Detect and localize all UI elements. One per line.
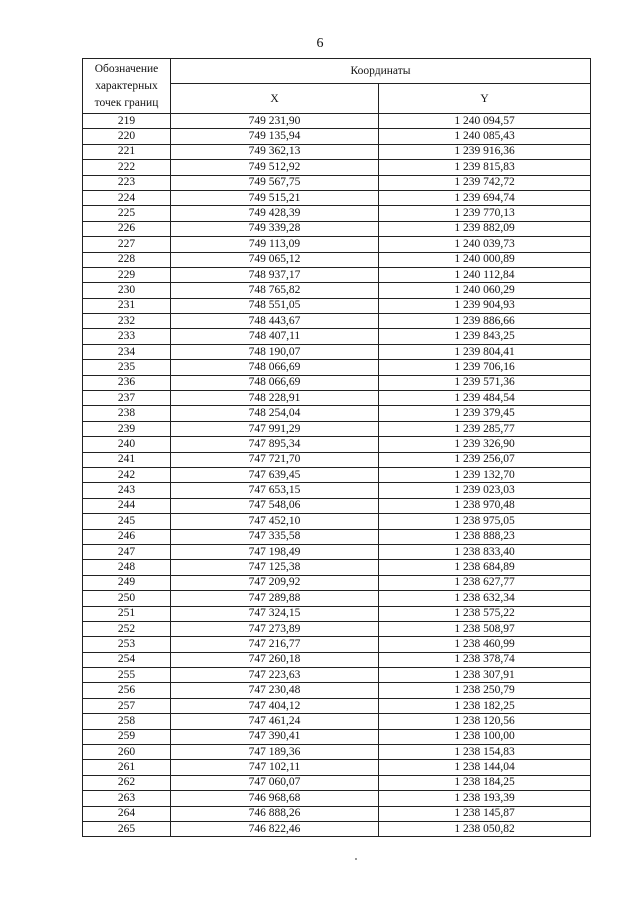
y-coordinate-cell: 1 238 833,40 (379, 544, 591, 559)
table-body (83, 114, 591, 837)
table-row (83, 760, 591, 775)
point-id-cell: 219 (83, 114, 171, 129)
table-row (83, 498, 591, 513)
table-row (83, 821, 591, 836)
table-row (83, 267, 591, 282)
y-coordinate-cell: 1 239 886,66 (379, 314, 591, 329)
table-row (83, 206, 591, 221)
table-row (83, 314, 591, 329)
y-coordinate-cell: 1 238 250,79 (379, 683, 591, 698)
y-coordinate-cell: 1 238 575,22 (379, 606, 591, 621)
x-coordinate-cell: 748 066,69 (171, 360, 379, 375)
y-coordinate-cell: 1 239 706,16 (379, 360, 591, 375)
x-coordinate-cell: 747 223,63 (171, 668, 379, 683)
y-coordinate-cell: 1 238 120,56 (379, 714, 591, 729)
point-id-cell: 244 (83, 498, 171, 513)
y-coordinate-cell: 1 239 904,93 (379, 298, 591, 313)
table-row (83, 714, 591, 729)
point-id-cell: 230 (83, 283, 171, 298)
y-coordinate-cell: 1 239 571,36 (379, 375, 591, 390)
point-id-cell: 248 (83, 560, 171, 575)
table-row (83, 529, 591, 544)
point-id-cell: 227 (83, 237, 171, 252)
y-coordinate-cell: 1 239 694,74 (379, 190, 591, 205)
y-coordinate-cell: 1 238 184,25 (379, 775, 591, 790)
x-coordinate-cell: 747 189,36 (171, 745, 379, 760)
point-id-cell: 265 (83, 821, 171, 836)
x-coordinate-cell: 749 065,12 (171, 252, 379, 267)
y-coordinate-cell: 1 239 256,07 (379, 452, 591, 467)
point-id-cell: 262 (83, 775, 171, 790)
table-row (83, 421, 591, 436)
table-row (83, 467, 591, 482)
table-row (83, 637, 591, 652)
y-coordinate-cell: 1 240 000,89 (379, 252, 591, 267)
table-row (83, 745, 591, 760)
point-id-cell: 240 (83, 437, 171, 452)
table-row (83, 729, 591, 744)
x-coordinate-cell: 749 113,09 (171, 237, 379, 252)
x-coordinate-cell: 748 190,07 (171, 344, 379, 359)
table-row (83, 791, 591, 806)
point-id-cell: 256 (83, 683, 171, 698)
y-coordinate-cell: 1 238 144,04 (379, 760, 591, 775)
table-row (83, 514, 591, 529)
table-row (83, 298, 591, 313)
x-coordinate-cell: 749 512,92 (171, 160, 379, 175)
y-coordinate-cell: 1 239 843,25 (379, 329, 591, 344)
table-row (83, 221, 591, 236)
y-coordinate-cell: 1 238 154,83 (379, 745, 591, 760)
y-coordinate-cell: 1 238 100,00 (379, 729, 591, 744)
x-coordinate-cell: 746 822,46 (171, 821, 379, 836)
x-coordinate-cell: 747 895,34 (171, 437, 379, 452)
table-row (83, 806, 591, 821)
point-id-cell: 233 (83, 329, 171, 344)
y-coordinate-cell: 1 239 916,36 (379, 144, 591, 159)
y-coordinate-cell: 1 238 145,87 (379, 806, 591, 821)
x-coordinate-cell: 747 335,58 (171, 529, 379, 544)
x-coordinate-cell: 747 653,15 (171, 483, 379, 498)
table-row (83, 252, 591, 267)
x-coordinate-cell: 748 937,17 (171, 267, 379, 282)
point-id-cell: 222 (83, 160, 171, 175)
point-id-cell: 263 (83, 791, 171, 806)
point-id-cell: 255 (83, 668, 171, 683)
x-coordinate-cell: 747 260,18 (171, 652, 379, 667)
table-row (83, 360, 591, 375)
x-coordinate-cell: 748 551,05 (171, 298, 379, 313)
table-row (83, 406, 591, 421)
table-row (83, 683, 591, 698)
point-id-cell: 258 (83, 714, 171, 729)
point-id-cell: 223 (83, 175, 171, 190)
y-coordinate-cell: 1 239 326,90 (379, 437, 591, 452)
point-id-cell: 246 (83, 529, 171, 544)
point-id-cell: 249 (83, 575, 171, 590)
y-coordinate-cell: 1 239 132,70 (379, 467, 591, 482)
x-coordinate-cell: 747 452,10 (171, 514, 379, 529)
y-coordinate-cell: 1 238 975,05 (379, 514, 591, 529)
x-coordinate-cell: 747 404,12 (171, 698, 379, 713)
point-id-cell: 245 (83, 514, 171, 529)
y-coordinate-cell: 1 238 970,48 (379, 498, 591, 513)
table-row (83, 114, 591, 129)
point-id-cell: 234 (83, 344, 171, 359)
y-coordinate-cell: 1 238 508,97 (379, 621, 591, 636)
x-coordinate-cell: 747 721,70 (171, 452, 379, 467)
table-row (83, 160, 591, 175)
x-coordinate-cell: 749 362,13 (171, 144, 379, 159)
table-row (83, 775, 591, 790)
point-id-cell: 238 (83, 406, 171, 421)
x-coordinate-cell: 747 324,15 (171, 606, 379, 621)
table-row (83, 391, 591, 406)
point-id-cell: 253 (83, 637, 171, 652)
table-row (83, 652, 591, 667)
point-id-cell: 229 (83, 267, 171, 282)
page-number: 6 (316, 36, 324, 51)
y-coordinate-cell: 1 240 085,43 (379, 129, 591, 144)
x-coordinate-cell: 746 968,68 (171, 791, 379, 806)
y-coordinate-cell: 1 238 627,77 (379, 575, 591, 590)
x-coordinate-cell: 749 567,75 (171, 175, 379, 190)
x-coordinate-cell: 747 209,92 (171, 575, 379, 590)
y-coordinate-cell: 1 240 060,29 (379, 283, 591, 298)
coordinates-table (82, 58, 591, 837)
point-id-cell: 254 (83, 652, 171, 667)
point-id-cell: 225 (83, 206, 171, 221)
y-coordinate-cell: 1 240 094,57 (379, 114, 591, 129)
y-coordinate-cell: 1 239 882,09 (379, 221, 591, 236)
point-id-cell: 247 (83, 544, 171, 559)
y-coordinate-cell: 1 239 804,41 (379, 344, 591, 359)
x-coordinate-cell: 749 339,28 (171, 221, 379, 236)
table-row (83, 452, 591, 467)
table-row (83, 190, 591, 205)
point-id-cell: 252 (83, 621, 171, 636)
header-x: X (171, 84, 379, 114)
point-id-cell: 228 (83, 252, 171, 267)
table-row (83, 175, 591, 190)
x-coordinate-cell: 747 548,06 (171, 498, 379, 513)
x-coordinate-cell: 747 060,07 (171, 775, 379, 790)
x-coordinate-cell: 747 390,41 (171, 729, 379, 744)
point-id-cell: 259 (83, 729, 171, 744)
table-row (83, 591, 591, 606)
table-row (83, 544, 591, 559)
x-coordinate-cell: 749 135,94 (171, 129, 379, 144)
table-row (83, 329, 591, 344)
header-point-label-line-2: характерных (95, 79, 158, 92)
x-coordinate-cell: 748 254,04 (171, 406, 379, 421)
y-coordinate-cell: 1 238 050,82 (379, 821, 591, 836)
x-coordinate-cell: 749 428,39 (171, 206, 379, 221)
x-coordinate-cell: 747 289,88 (171, 591, 379, 606)
point-id-cell: 264 (83, 806, 171, 821)
x-coordinate-cell: 748 765,82 (171, 283, 379, 298)
x-coordinate-cell: 747 125,38 (171, 560, 379, 575)
y-coordinate-cell: 1 239 484,54 (379, 391, 591, 406)
point-id-cell: 236 (83, 375, 171, 390)
x-coordinate-cell: 747 273,89 (171, 621, 379, 636)
x-coordinate-cell: 748 407,11 (171, 329, 379, 344)
y-coordinate-cell: 1 238 888,23 (379, 529, 591, 544)
point-id-cell: 232 (83, 314, 171, 329)
table-row (83, 283, 591, 298)
y-coordinate-cell: 1 239 379,45 (379, 406, 591, 421)
y-coordinate-cell: 1 238 193,39 (379, 791, 591, 806)
point-id-cell: 260 (83, 745, 171, 760)
y-coordinate-cell: 1 240 039,73 (379, 237, 591, 252)
point-id-cell: 242 (83, 467, 171, 482)
y-coordinate-cell: 1 239 742,72 (379, 175, 591, 190)
table-row (83, 237, 591, 252)
x-coordinate-cell: 747 639,45 (171, 467, 379, 482)
point-id-cell: 241 (83, 452, 171, 467)
table-row (83, 375, 591, 390)
point-id-cell: 257 (83, 698, 171, 713)
y-coordinate-cell: 1 239 023,03 (379, 483, 591, 498)
table-row (83, 698, 591, 713)
table-row (83, 621, 591, 636)
table-row (83, 144, 591, 159)
point-id-cell: 239 (83, 421, 171, 436)
x-coordinate-cell: 747 216,77 (171, 637, 379, 652)
point-id-cell: 220 (83, 129, 171, 144)
point-id-cell: 221 (83, 144, 171, 159)
point-id-cell: 224 (83, 190, 171, 205)
header-point-label (83, 59, 171, 114)
x-coordinate-cell: 749 515,21 (171, 190, 379, 205)
table-row (83, 575, 591, 590)
point-id-cell: 235 (83, 360, 171, 375)
x-coordinate-cell: 746 888,26 (171, 806, 379, 821)
point-id-cell: 243 (83, 483, 171, 498)
x-coordinate-cell: 749 231,90 (171, 114, 379, 129)
y-coordinate-cell: 1 238 378,74 (379, 652, 591, 667)
y-coordinate-cell: 1 238 684,89 (379, 560, 591, 575)
table-row (83, 344, 591, 359)
header-y: Y (379, 84, 591, 114)
x-coordinate-cell: 747 198,49 (171, 544, 379, 559)
point-id-cell: 237 (83, 391, 171, 406)
x-coordinate-cell: 747 991,29 (171, 421, 379, 436)
point-id-cell: 226 (83, 221, 171, 236)
table-row (83, 606, 591, 621)
header-point-label-line-3: точек границ (94, 96, 159, 109)
x-coordinate-cell: 748 443,67 (171, 314, 379, 329)
x-coordinate-cell: 748 228,91 (171, 391, 379, 406)
point-id-cell: 251 (83, 606, 171, 621)
x-coordinate-cell: 748 066,69 (171, 375, 379, 390)
y-coordinate-cell: 1 238 632,34 (379, 591, 591, 606)
scan-speck (355, 858, 357, 860)
x-coordinate-cell: 747 102,11 (171, 760, 379, 775)
y-coordinate-cell: 1 238 460,99 (379, 637, 591, 652)
x-coordinate-cell: 747 461,24 (171, 714, 379, 729)
table-row (83, 437, 591, 452)
table-row (83, 668, 591, 683)
y-coordinate-cell: 1 239 285,77 (379, 421, 591, 436)
y-coordinate-cell: 1 240 112,84 (379, 267, 591, 282)
header-coordinates: Координаты (171, 59, 591, 84)
point-id-cell: 231 (83, 298, 171, 313)
x-coordinate-cell: 747 230,48 (171, 683, 379, 698)
point-id-cell: 261 (83, 760, 171, 775)
table-row (83, 129, 591, 144)
table-row (83, 560, 591, 575)
table-row (83, 483, 591, 498)
point-id-cell: 250 (83, 591, 171, 606)
y-coordinate-cell: 1 238 307,91 (379, 668, 591, 683)
y-coordinate-cell: 1 238 182,25 (379, 698, 591, 713)
y-coordinate-cell: 1 239 815,83 (379, 160, 591, 175)
y-coordinate-cell: 1 239 770,13 (379, 206, 591, 221)
header-point-label-line-1: Обозначение (94, 62, 159, 75)
